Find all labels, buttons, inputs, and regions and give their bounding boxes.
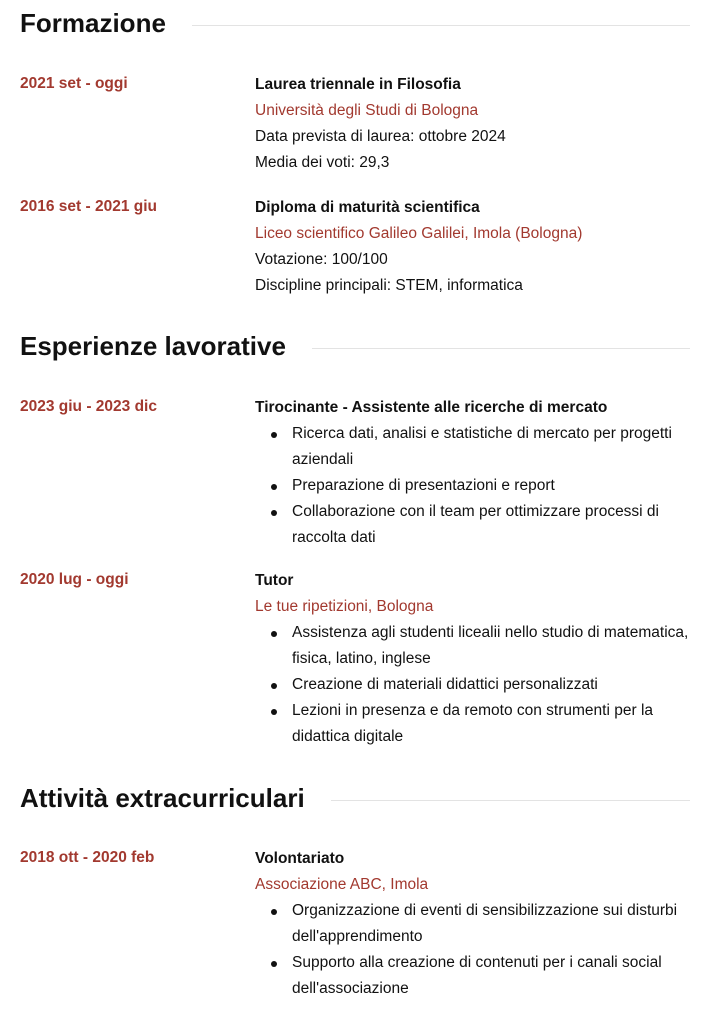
entry-organization: Liceo scientifico Galileo Galilei, Imola (Bologna) <box>255 225 583 242</box>
list-item: Supporto alla creazione di contenuti per i canali social dell'associazione <box>292 950 700 1002</box>
list-item: Creazione di materiali didattici personalizzati <box>292 672 700 698</box>
entry-detail: Discipline principali: STEM, informatica <box>255 277 523 294</box>
list-item: Collaborazione con il team per ottimizzare processi di raccolta dati <box>292 499 700 551</box>
entry-bullet-list <box>255 898 700 1002</box>
entry-content <box>255 72 700 176</box>
entry-title: Tutor <box>255 572 294 589</box>
entry-date: 2018 ott - 2020 feb <box>20 849 155 866</box>
entry-detail: Data prevista di laurea: ottobre 2024 <box>255 128 506 145</box>
entry-organization: Le tue ripetizioni, Bologna <box>255 598 434 615</box>
entry-detail: Votazione: 100/100 <box>255 251 388 268</box>
entry-title: Diploma di maturità scientifica <box>255 199 480 216</box>
entry-date: 2023 giu - 2023 dic <box>20 398 157 415</box>
section-title: Esperienze lavorative <box>20 331 286 361</box>
entry-date: 2020 lug - oggi <box>20 571 129 588</box>
entry-bullet-list <box>255 421 700 551</box>
list-item: Assistenza agli studenti licealii nello studio di matematica, fisica, latino, inglese <box>292 620 700 672</box>
entry-title: Tirocinante - Assistente alle ricerche di mercato <box>255 399 608 416</box>
entry-content <box>255 395 700 551</box>
list-item: Preparazione di presentazioni e report <box>292 473 700 499</box>
section-header-attivita <box>20 785 690 811</box>
section-divider <box>192 25 690 26</box>
section-divider <box>312 348 690 349</box>
list-item: Lezioni in presenza e da remoto con strumenti per la didattica digitale <box>292 698 700 750</box>
entry-date: 2016 set - 2021 giu <box>20 198 157 215</box>
section-header-esperienze <box>20 333 690 359</box>
entry-detail: Media dei voti: 29,3 <box>255 154 390 171</box>
entry-title: Volontariato <box>255 850 345 867</box>
section-title: Formazione <box>20 8 166 38</box>
entry-content <box>255 846 700 1002</box>
list-item: Organizzazione di eventi di sensibilizzazione sui disturbi dell'apprendimento <box>292 898 700 950</box>
list-item: Ricerca dati, analisi e statistiche di mercato per progetti aziendali <box>292 421 700 473</box>
entry-title: Laurea triennale in Filosofia <box>255 76 461 93</box>
section-header-formazione <box>20 10 690 36</box>
entry-bullet-list <box>255 620 700 750</box>
entry-date: 2021 set - oggi <box>20 75 128 92</box>
entry-organization: Associazione ABC, Imola <box>255 876 429 893</box>
entry-organization: Università degli Studi di Bologna <box>255 102 479 119</box>
section-divider <box>331 800 690 801</box>
entry-content <box>255 568 700 750</box>
section-title: Attività extracurriculari <box>20 783 305 813</box>
entry-content <box>255 195 700 299</box>
